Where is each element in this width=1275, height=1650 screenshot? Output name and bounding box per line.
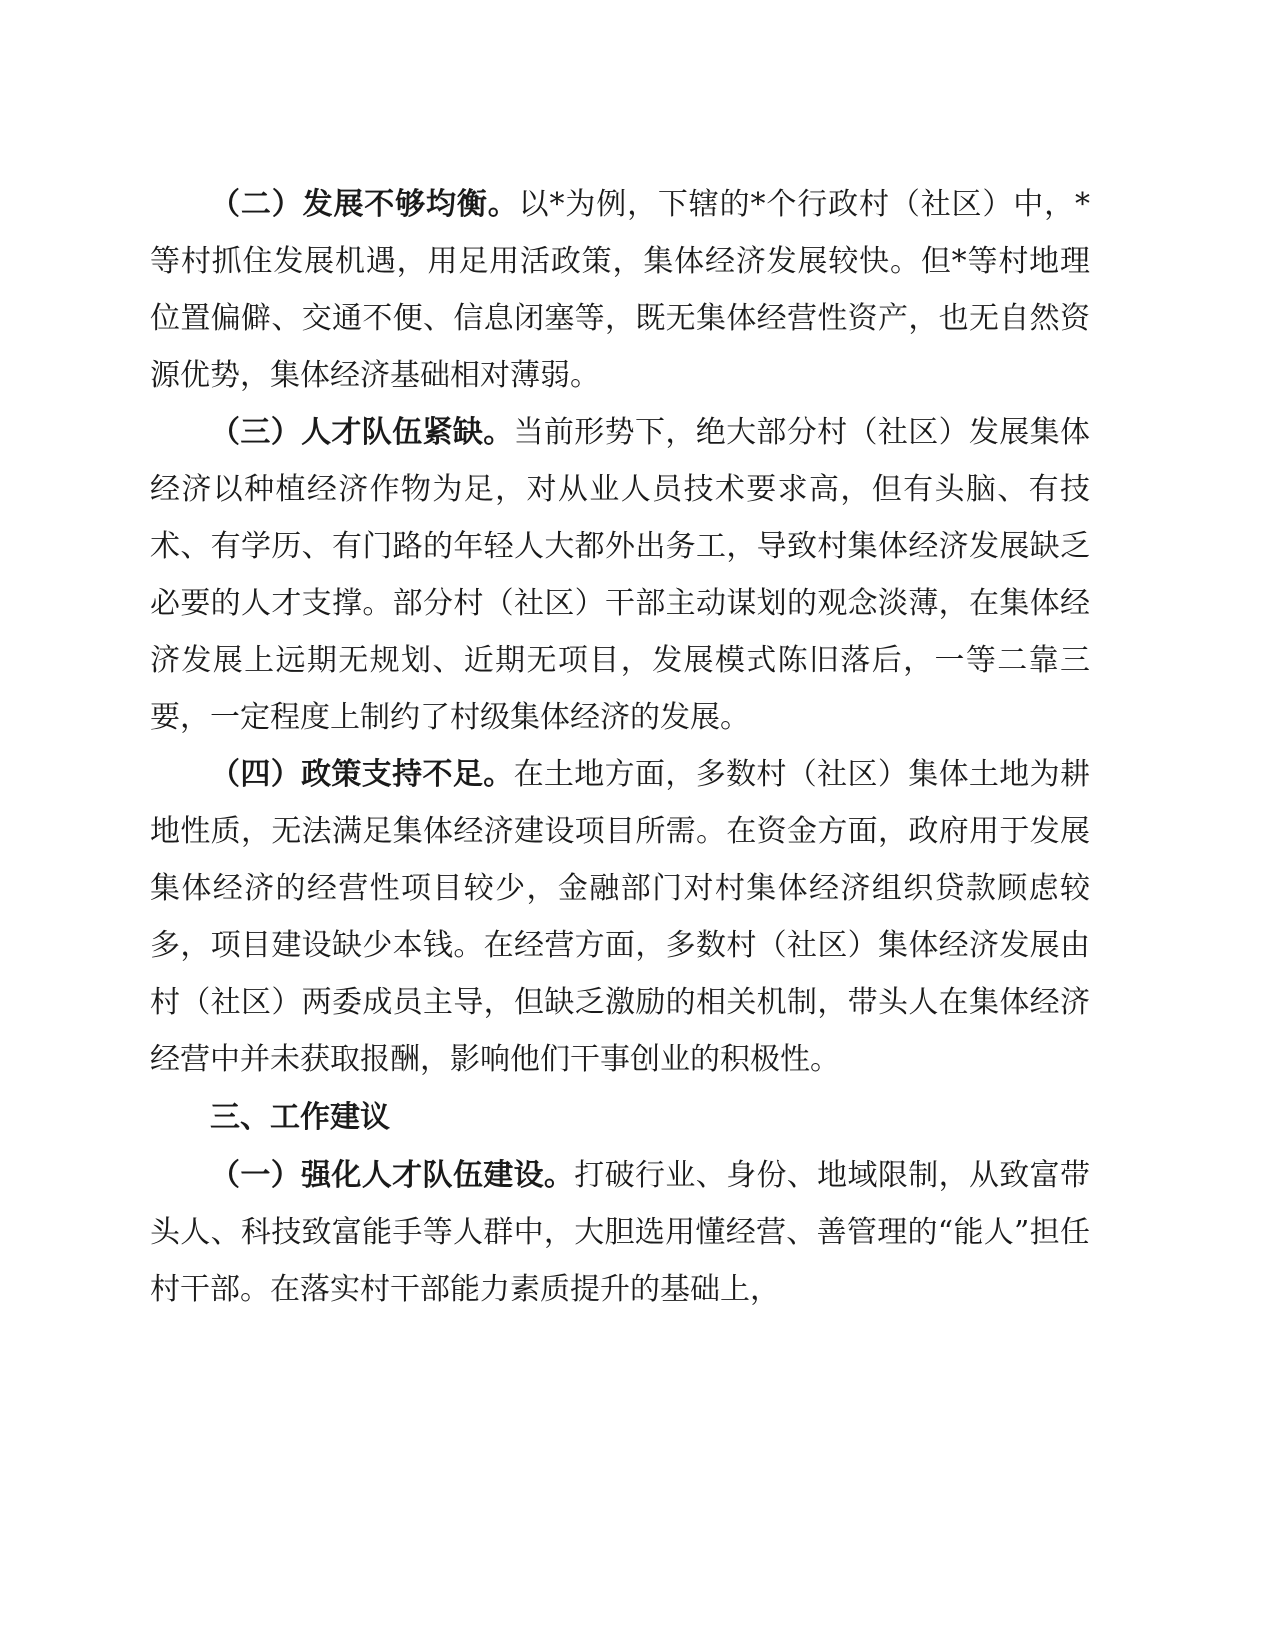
section-heading: 三、工作建议 bbox=[210, 1100, 390, 1135]
paragraph-lead: （四）政策支持不足。 bbox=[210, 757, 514, 792]
paragraph-body: 当前形势下，绝大部分村（社区）发展集体经济以种植经济作物为足，对从业人员技术要求高，但有头脑、有技术、有学历、有门路的年轻人大都外出务工，导致村集体经济发展缺乏必要的人才支撑。部分村（社区）干部主动谋划的观念淡薄，在集体经济发展上远期无规划、近期无项目，发展模式陈旧落后，一等二靠三要，一定程度上制约了村级集体经济的发展。 bbox=[150, 415, 1091, 735]
document-page bbox=[150, 176, 1090, 1318]
paragraph-talent-building bbox=[150, 1147, 1090, 1318]
paragraph-body: 在土地方面，多数村（社区）集体土地为耕地性质，无法满足集体经济建设项目所需。在资金方面，政府用于发展集体经济的经营性项目较少，金融部门对村集体经济组织贷款顾虑较多，项目建设缺少本钱。在经营方面，多数村（社区）集体经济发展由村（社区）两委成员主导，但缺乏激励的相关机制，带头人在集体经济经营中并未获取报酬，影响他们干事创业的积极性。 bbox=[150, 757, 1091, 1077]
paragraph-talent-shortage bbox=[150, 404, 1090, 746]
paragraph-lead: （三）人才队伍紧缺。 bbox=[210, 415, 514, 450]
paragraph-development-imbalance bbox=[150, 176, 1090, 404]
paragraph-body: 以*为例，下辖的*个行政村（社区）中，*等村抓住发展机遇，用足用活政策，集体经济发展较快。但*等村地理位置偏僻、交通不便、信息闭塞等，既无集体经营性资产，也无自然资源优势，集体经济基础相对薄弱。 bbox=[150, 187, 1091, 393]
paragraph-lead: （二）发展不够均衡。 bbox=[210, 187, 519, 222]
paragraph-body: 打破行业、身份、地域限制，从致富带头人、科技致富能手等人群中，大胆选用懂经营、善管理的“能人”担任村干部。在落实村干部能力素质提升的基础上， bbox=[150, 1158, 1091, 1307]
paragraph-lead: （一）强化人才队伍建设。 bbox=[210, 1158, 575, 1193]
paragraph-policy-support bbox=[150, 746, 1090, 1088]
